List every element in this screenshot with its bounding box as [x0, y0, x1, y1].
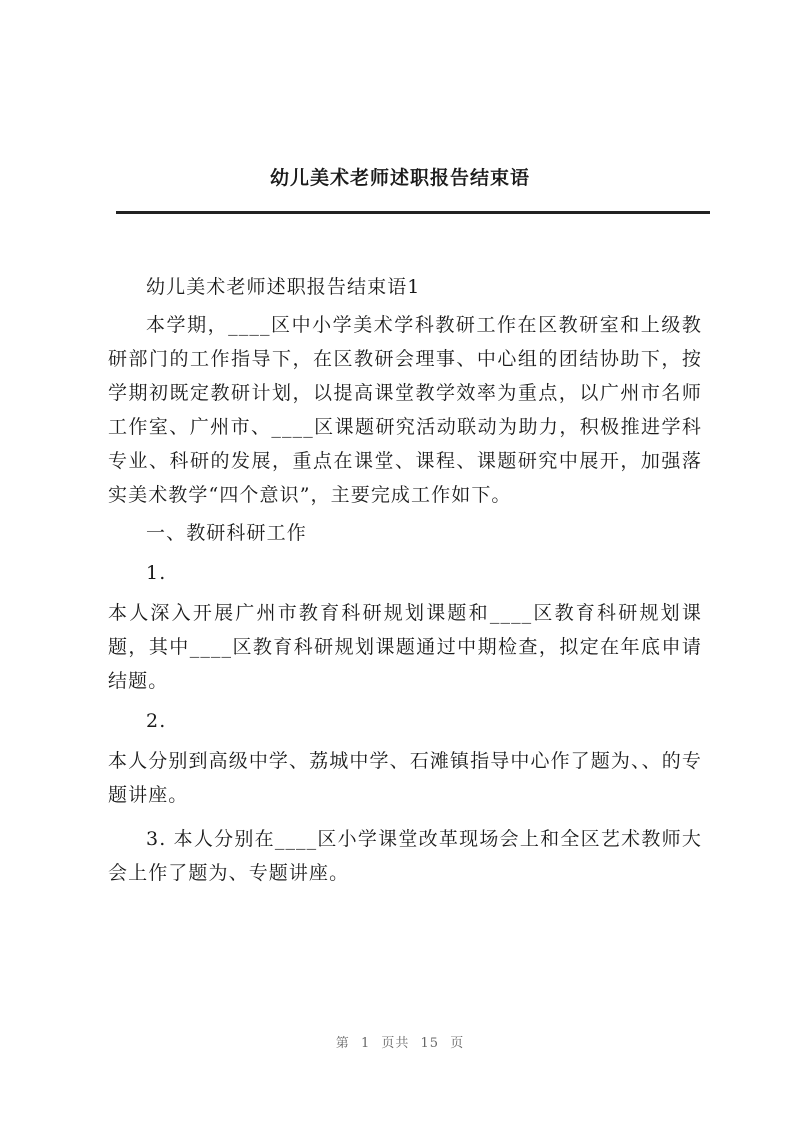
document-title: 幼儿美术老师述职报告结束语	[269, 167, 530, 189]
footer-page-number: 1	[360, 1036, 371, 1051]
footer-page-total: 15	[420, 1036, 440, 1051]
intro-paragraph: 本学期，____区中小学美术学科教研工作在区教研室和上级教研部门的工作指导下，在区教研会理事、中心组的团结协助下，按学期初既定教研计划，以提高课堂教学效率为重点，以广州市名师工作室、广州市、____区课题研究活动联动为助力，积极推进学科专业、科研的发展，重点在课堂、课程、课题研究中展开，加强落实美术教学“四个意识”，主要完成工作如下。	[108, 314, 702, 506]
footer-label-mid: 页共	[381, 1036, 410, 1051]
item-2-paragraph: 本人分别到高级中学、荔城中学、石滩镇指导中心作了题为、、的专题讲座。	[108, 750, 702, 806]
subsection-heading: 一、教研科研工作	[146, 522, 307, 544]
section-heading: 幼儿美术老师述职报告结束语1	[146, 276, 421, 298]
page-footer	[0, 1032, 800, 1051]
footer-label-pre: 第	[335, 1036, 350, 1051]
footer-label-post: 页	[450, 1036, 465, 1051]
document-body	[108, 270, 702, 890]
item-1-paragraph: 本人深入开展广州市教育科研规划课题和____区教育科研规划课题，其中____区教育科研规划课题通过中期检查，拟定在年底申请结题。	[108, 602, 702, 692]
item-3-paragraph: 3. 本人分别在____区小学课堂改革现场会上和全区艺术教师大会上作了题为、专题讲座。	[108, 828, 702, 884]
title-divider	[116, 211, 710, 214]
item-number-2: 2.	[146, 710, 167, 732]
item-number-1: 1.	[146, 562, 167, 584]
